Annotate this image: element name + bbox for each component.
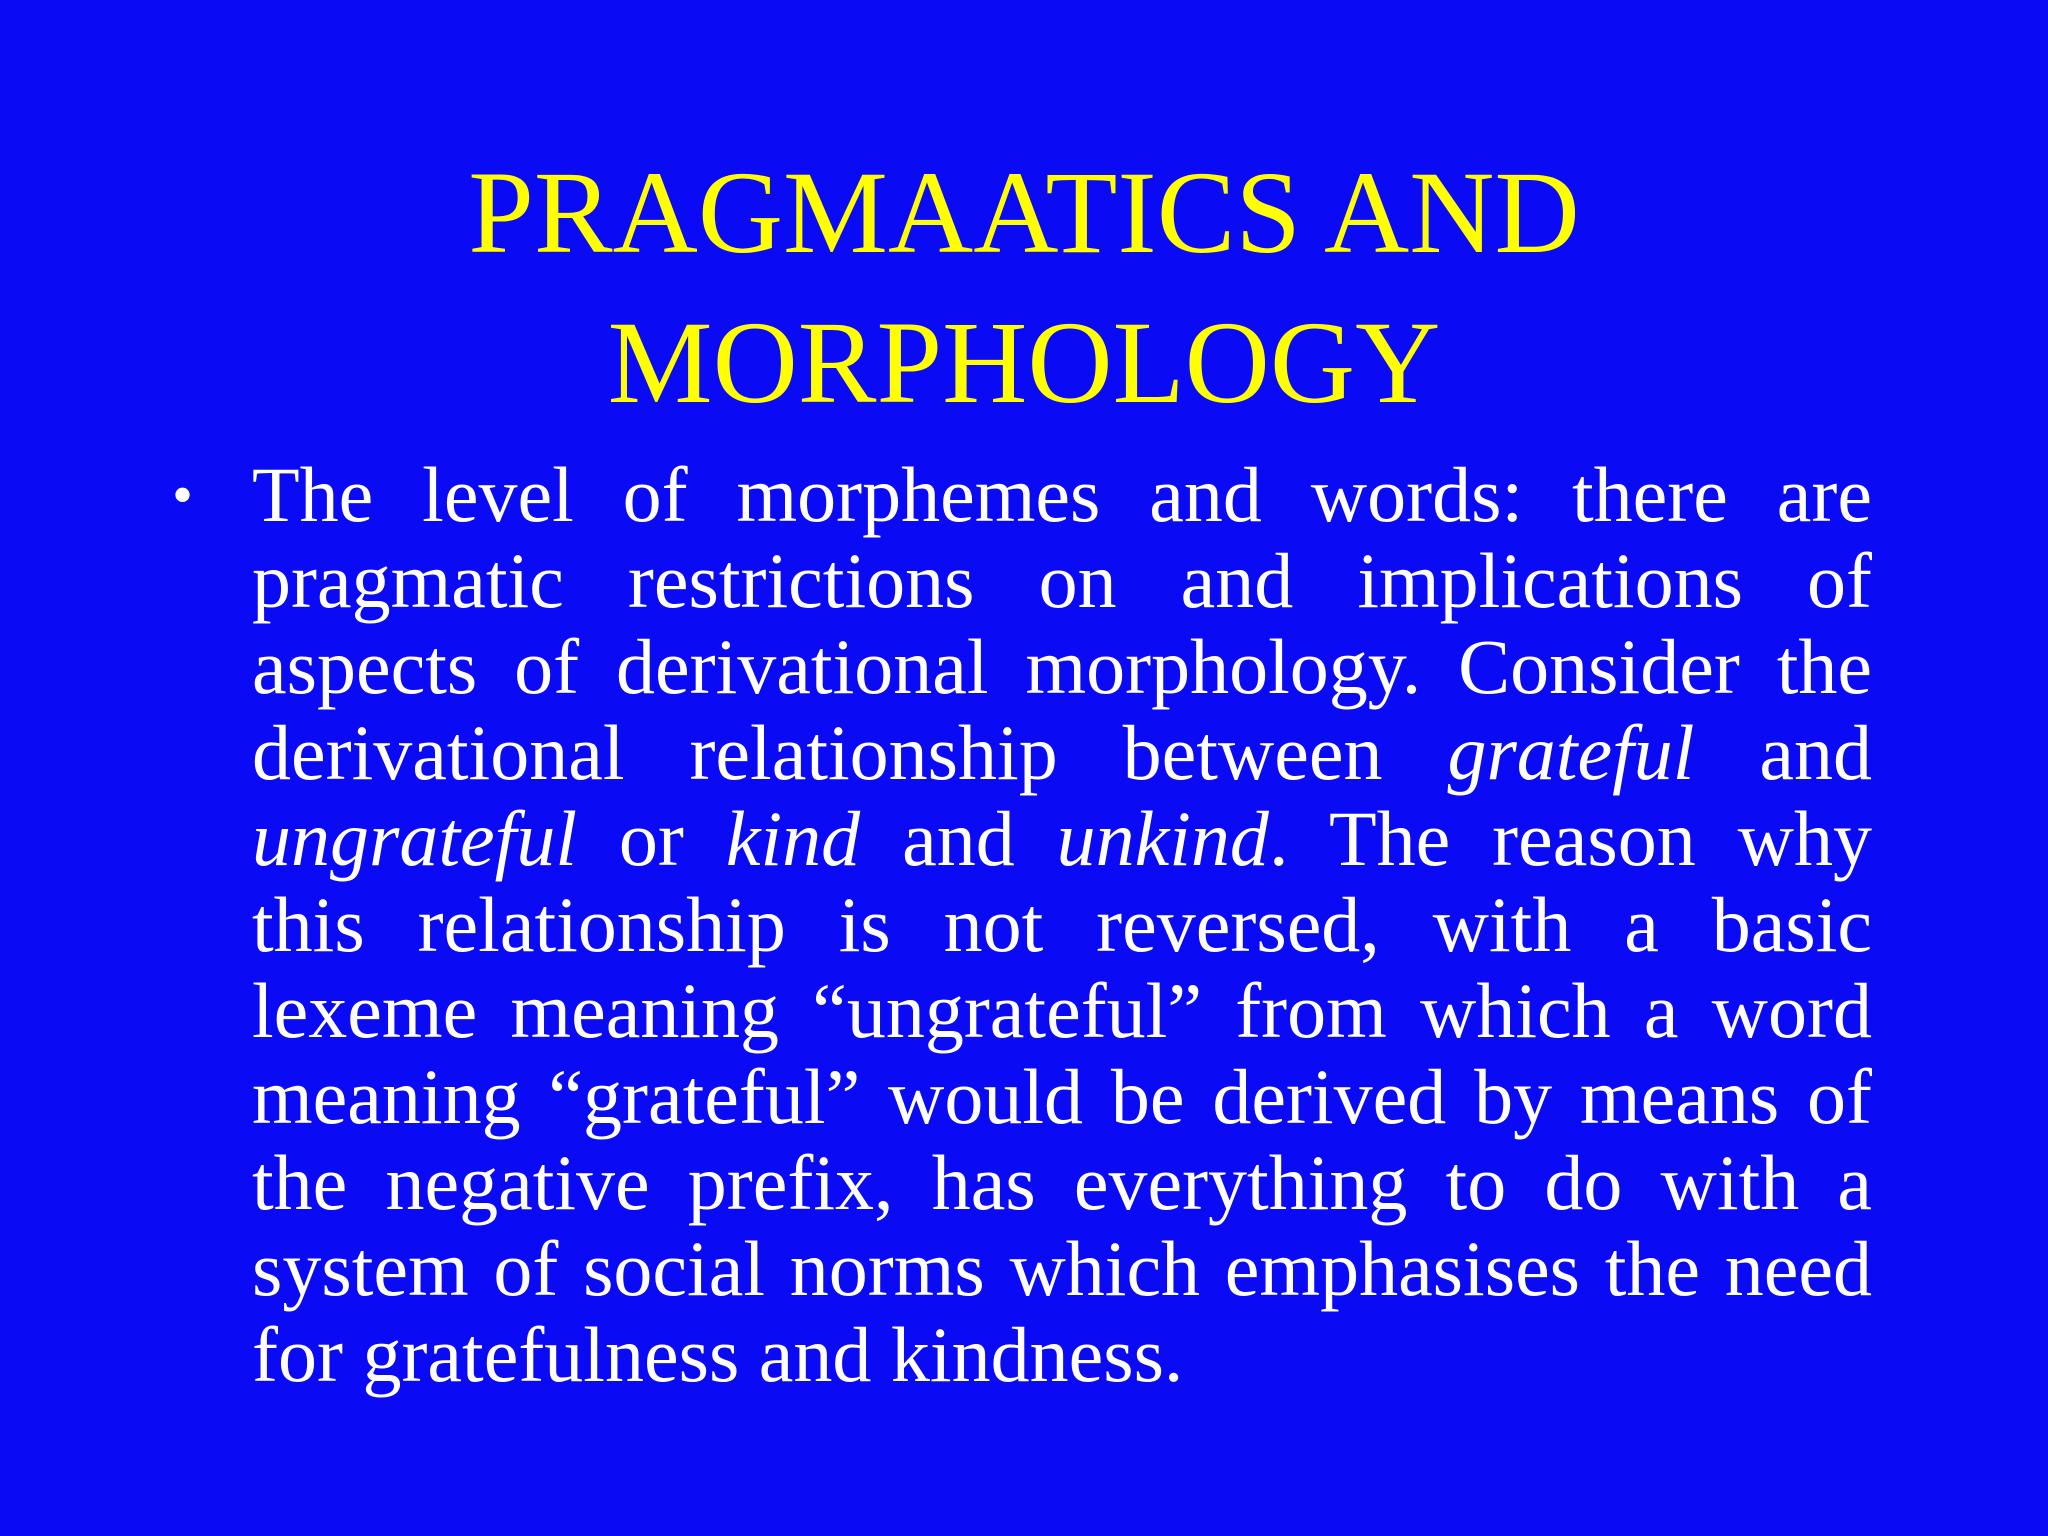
bullet-text-line: [252, 538, 1872, 624]
bullet-text-line: [252, 1226, 1872, 1312]
bullet-text-line: [252, 1312, 1872, 1398]
text-run: and: [1694, 709, 1872, 796]
bullet-icon: •: [172, 462, 194, 528]
text-run: pragmatic restrictions on and implications of: [252, 537, 1872, 624]
slide-title-line-1: PRAGMAATICS AND: [468, 147, 1580, 278]
italic-term: unkind: [1056, 795, 1269, 882]
bullet-text: [252, 452, 1872, 1398]
bullet-text-line: [252, 968, 1872, 1054]
slide-title: [150, 138, 1898, 438]
bullet-text-line: [252, 796, 1872, 882]
text-run: for gratefulness and kindness.: [252, 1311, 1184, 1398]
slide-title-line-2: MORPHOLOGY: [607, 297, 1441, 428]
italic-term: kind: [725, 795, 861, 882]
text-run: . The reason why: [1268, 795, 1872, 882]
text-run: The level of morphemes and words: there are: [252, 451, 1872, 538]
text-run: aspects of derivational morphology. Consider the: [252, 623, 1872, 710]
italic-term: grateful: [1447, 709, 1695, 796]
text-run: this relationship is not reversed, with a basic: [252, 881, 1872, 968]
text-run: the negative prefix, has everything to do with a: [252, 1139, 1872, 1226]
text-run: meaning “grateful” would be derived by means of: [252, 1053, 1872, 1140]
bullet-text-line: [252, 710, 1872, 796]
text-run: system of social norms which emphasises the need: [252, 1225, 1872, 1312]
italic-term: ungrateful: [252, 795, 577, 882]
bullet-text-line: [252, 1054, 1872, 1140]
text-run: lexeme meaning “ungrateful” from which a word: [252, 967, 1872, 1054]
text-run: and: [860, 795, 1057, 882]
text-run: derivational relationship between: [252, 709, 1448, 796]
bullet-text-line: [252, 452, 1872, 538]
bullet-text-line: [252, 882, 1872, 968]
bullet-text-line: [252, 1140, 1872, 1226]
bullet-text-line: [252, 624, 1872, 710]
text-run: or: [577, 795, 726, 882]
